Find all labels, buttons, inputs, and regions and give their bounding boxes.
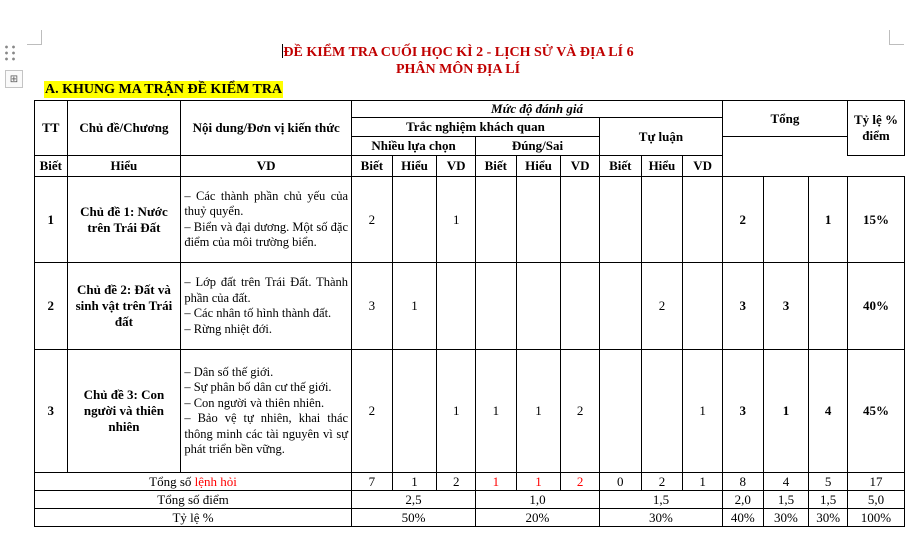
- cell: [599, 177, 641, 263]
- matrix-table: [34, 100, 905, 527]
- cell: [641, 350, 683, 473]
- cell: 4: [763, 473, 809, 491]
- total-questions-row: [35, 473, 905, 491]
- cell: 1: [392, 263, 437, 350]
- table-move-icon[interactable]: ⊞: [5, 70, 23, 88]
- document-subtitle: PHÂN MÔN ĐỊA LÍ: [395, 62, 521, 77]
- row-chu-de: Chủ đề 2: Đất và sinh vật trên Trái đất: [67, 263, 181, 350]
- cell: [476, 263, 517, 350]
- cell-total: 3: [722, 263, 763, 350]
- cell: [599, 263, 641, 350]
- content-line: – Sự phân bố dân cư thế giới.: [184, 380, 332, 394]
- cell: 5,0: [847, 491, 904, 509]
- cell-total: 4: [809, 350, 848, 473]
- cell: [476, 177, 517, 263]
- cell: 2: [561, 350, 600, 473]
- cell: 1: [437, 177, 476, 263]
- cell-total: [763, 177, 809, 263]
- content-line: – Các thành phần chủ yếu của thuỷ quyển.: [184, 188, 349, 218]
- page-corner-mark-left: [27, 30, 42, 45]
- cell: 20%: [476, 509, 600, 527]
- row-ty-le: 45%: [847, 350, 904, 473]
- cell: [437, 263, 476, 350]
- percent-label: Tỷ lệ %: [35, 509, 352, 527]
- header-ty-le: Tỷ lệ % điểm: [847, 101, 904, 156]
- cell-total: [809, 263, 848, 350]
- row-tt: 3: [35, 350, 68, 473]
- cell: 1: [476, 350, 517, 473]
- cell: 2,5: [352, 491, 476, 509]
- header-noi-dung: Nội dung/Đơn vị kiến thức: [181, 101, 352, 156]
- cell: 1: [683, 350, 723, 473]
- cell: 50%: [352, 509, 476, 527]
- content-line: – Con người và thiên nhiên.: [184, 395, 325, 410]
- cell: 1: [392, 473, 437, 491]
- table-row: [35, 177, 905, 263]
- header-chu-de: Chủ đề/Chương: [67, 101, 181, 156]
- cell: 30%: [809, 509, 848, 527]
- percent-row: [35, 509, 905, 527]
- cell: [516, 177, 561, 263]
- cell: 1: [476, 473, 517, 491]
- cell: 2: [641, 263, 683, 350]
- cell: [641, 177, 683, 263]
- cell: [683, 177, 723, 263]
- cell: 30%: [763, 509, 809, 527]
- cell-total: 1: [763, 350, 809, 473]
- cell: 1: [516, 350, 561, 473]
- cell: 2: [561, 473, 600, 491]
- cell: 100%: [847, 509, 904, 527]
- cell: [516, 263, 561, 350]
- subheader-biet: Biết: [476, 156, 517, 177]
- cell: 40%: [722, 509, 763, 527]
- content-line: – Dân số thế giới.: [184, 364, 274, 379]
- content-line: – Biển và đại dương. Một số đặc điểm của môi trường biển.: [184, 219, 349, 249]
- header-muc-do: Mức độ đánh giá: [352, 101, 723, 118]
- subheader-vd: VD: [561, 156, 600, 177]
- subheader-vd: VD: [437, 156, 476, 177]
- cell: 17: [847, 473, 904, 491]
- row-content: [181, 263, 352, 350]
- cell: [561, 263, 600, 350]
- cell: 1,5: [599, 491, 722, 509]
- cell: 1: [516, 473, 561, 491]
- row-content: [181, 177, 352, 263]
- cell: 0: [599, 473, 641, 491]
- cell: 3: [352, 263, 393, 350]
- subheader-vd: VD: [683, 156, 723, 177]
- header-trac-nghiem: Trắc nghiệm khách quan: [352, 118, 600, 137]
- total-score-label: Tổng số điểm: [35, 491, 352, 509]
- cell: 2,0: [722, 491, 763, 509]
- row-tt: 2: [35, 263, 68, 350]
- cell: [599, 350, 641, 473]
- header-dung-sai: Đúng/Sai: [476, 137, 600, 156]
- cell: 30%: [599, 509, 722, 527]
- cell: [392, 350, 437, 473]
- cell: 1,5: [809, 491, 848, 509]
- subheader-biet: Biết: [599, 156, 641, 177]
- table-row: [35, 350, 905, 473]
- row-ty-le: 15%: [847, 177, 904, 263]
- content-line: – Các nhân tố hình thành đất.: [184, 306, 332, 320]
- cell-total: 1: [809, 177, 848, 263]
- cell: [392, 177, 437, 263]
- content-line: – Rừng nhiệt đới.: [184, 321, 273, 336]
- cell: 1,5: [763, 491, 809, 509]
- document-title: ĐỀ KIỂM TRA CUỐI HỌC KÌ 2 - LỊCH SỬ VÀ ĐỊA LÍ 6: [283, 45, 634, 60]
- cell-total: 3: [722, 350, 763, 473]
- content-line: – Bảo vệ tự nhiên, khai thác thông minh các tài nguyên vì sự phát triển bền vững.: [184, 411, 349, 456]
- subheader-biet: Biết: [352, 156, 393, 177]
- cell: 2: [641, 473, 683, 491]
- subheader-vd: VD: [181, 156, 352, 177]
- row-ty-le: 40%: [847, 263, 904, 350]
- subheader-hieu: Hiểu: [392, 156, 437, 177]
- page-corner-mark-right: [889, 30, 904, 45]
- cell: 1: [683, 473, 723, 491]
- cell: [561, 177, 600, 263]
- cell-total: 2: [722, 177, 763, 263]
- header-tt: TT: [35, 101, 68, 156]
- total-score-row: [35, 491, 905, 509]
- cell: 1: [437, 350, 476, 473]
- subheader-hieu: Hiểu: [516, 156, 561, 177]
- row-chu-de: Chủ đề 1: Nước trên Trái Đất: [67, 177, 181, 263]
- header-tong: Tổng: [722, 101, 847, 137]
- table-row: [35, 263, 905, 350]
- subheader-hieu: Hiểu: [67, 156, 181, 177]
- row-chu-de: Chủ đề 3: Con người và thiên nhiên: [67, 350, 181, 473]
- content-line: – Lớp đất trên Trái Đất. Thành phần của đất.: [184, 275, 349, 305]
- subheader-hieu: Hiểu: [641, 156, 683, 177]
- total-questions-label: Tổng số lệnh hỏi: [35, 473, 352, 491]
- cell: [683, 263, 723, 350]
- header-tu-luan: Tự luận: [599, 118, 722, 156]
- cell: 8: [722, 473, 763, 491]
- subheader-biet: Biết: [35, 156, 68, 177]
- row-tt: 1: [35, 177, 68, 263]
- row-content: [181, 350, 352, 473]
- cell: 1,0: [476, 491, 600, 509]
- cell: 7: [352, 473, 393, 491]
- cell: 2: [352, 177, 393, 263]
- cell: 2: [352, 350, 393, 473]
- cell: 5: [809, 473, 848, 491]
- section-heading: A. KHUNG MA TRẬN ĐỀ KIỂM TRA: [45, 82, 283, 97]
- cell: 2: [437, 473, 476, 491]
- header-nhieu-lua-chon: Nhiều lựa chọn: [352, 137, 476, 156]
- cell-total: 3: [763, 263, 809, 350]
